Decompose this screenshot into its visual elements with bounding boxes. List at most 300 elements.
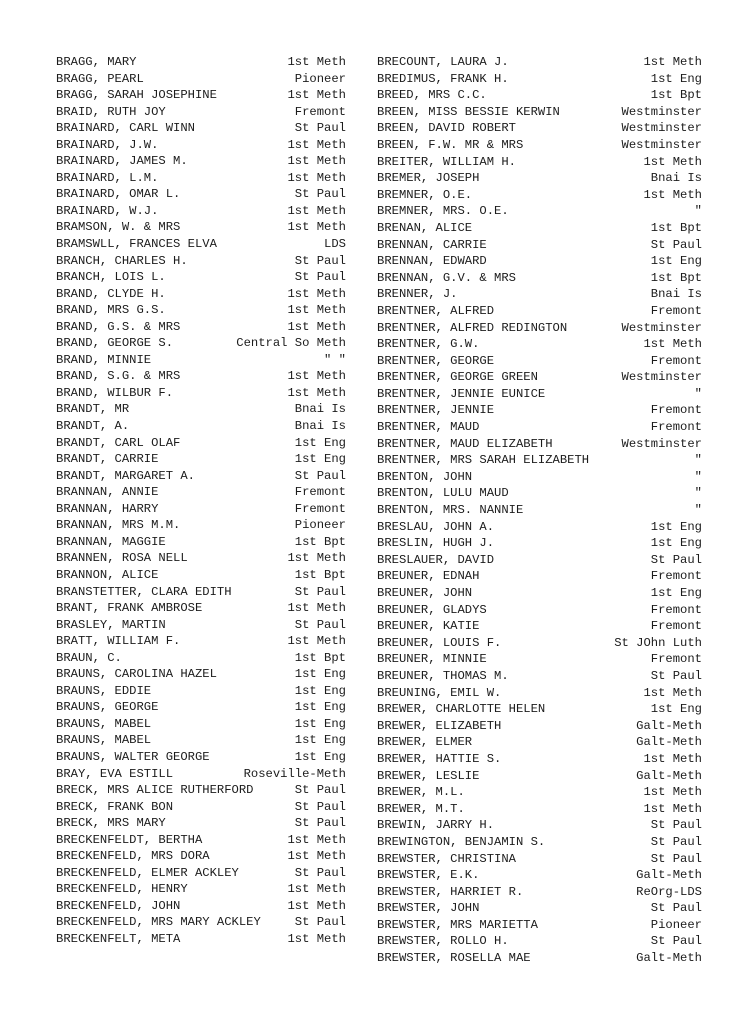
list-item <box>56 451 346 468</box>
entry-name: BREMER, JOSEPH <box>377 171 480 186</box>
entry-church: St Paul <box>294 121 346 136</box>
entry-church: St Paul <box>294 584 346 599</box>
list-item <box>56 319 346 336</box>
list-item <box>56 219 346 236</box>
entry-church: St Paul <box>650 851 702 866</box>
entry-church: 1st Eng <box>650 702 702 717</box>
list-item <box>377 402 702 419</box>
entry-name: BRECK, FRANK BON <box>56 799 174 814</box>
entry-name: BRECKENFELT, META <box>56 931 181 946</box>
entry-name: BRANNAN, ANNIE <box>56 485 159 500</box>
entry-name: BRECKENFELD, JOHN <box>56 898 181 913</box>
list-item <box>56 120 346 137</box>
entry-church: 1st Eng <box>294 452 346 467</box>
list-item <box>56 269 346 286</box>
entry-name: BRAUN, C. <box>56 650 122 665</box>
list-item <box>377 469 702 486</box>
list-item <box>377 286 702 303</box>
entry-name: BRANDT, CARL OLAF <box>56 435 181 450</box>
entry-church: 1st Bpt <box>294 650 346 665</box>
entry-church: 1st Meth <box>643 785 702 800</box>
list-item <box>377 651 702 668</box>
entry-name: BREWIN, JARRY H. <box>377 818 495 833</box>
entry-name: BREEN, MISS BESSIE KERWIN <box>377 104 560 119</box>
entry-name: BREMNER, O.E. <box>377 187 473 202</box>
list-item <box>56 435 346 452</box>
entry-name: BREWER, M.L. <box>377 785 465 800</box>
entry-church: 1st Meth <box>287 319 346 334</box>
entry-church: Westminster <box>621 137 702 152</box>
entry-name: BRASLEY, MARTIN <box>56 617 166 632</box>
entry-name: BRENTNER, ALFRED <box>377 303 495 318</box>
entry-name: BRAGG, PEARL <box>56 71 144 86</box>
entry-name: BRECK, MRS MARY <box>56 816 166 831</box>
list-item <box>56 253 346 270</box>
entry-church: St Paul <box>650 901 702 916</box>
entry-church: St Paul <box>650 552 702 567</box>
list-item <box>56 368 346 385</box>
list-item <box>377 485 702 502</box>
entry-church: 1st Eng <box>294 683 346 698</box>
list-item <box>56 600 346 617</box>
entry-name: BREWSTER, MRS MARIETTA <box>377 917 538 932</box>
entry-church: " <box>694 453 702 468</box>
list-item <box>56 584 346 601</box>
list-item <box>377 303 702 320</box>
list-item <box>377 237 702 254</box>
list-item <box>377 320 702 337</box>
entry-church: LDS <box>324 237 346 252</box>
entry-name: BRANNAN, MRS M.M. <box>56 518 181 533</box>
entry-church: Westminster <box>621 370 702 385</box>
entry-church: Westminster <box>621 104 702 119</box>
entry-church: Fremont <box>650 619 702 634</box>
list-item <box>56 881 346 898</box>
entry-name: BRENTNER, JENNIE <box>377 403 495 418</box>
entry-church: 1st Eng <box>294 749 346 764</box>
entry-church: 1st Meth <box>643 685 702 700</box>
entry-church: " " <box>324 352 346 367</box>
entry-name: BREWER, ELIZABETH <box>377 718 502 733</box>
list-item <box>377 369 702 386</box>
entry-name: BREWER, CHARLOTTE HELEN <box>377 702 546 717</box>
list-item <box>56 484 346 501</box>
list-item <box>377 867 702 884</box>
list-item <box>56 104 346 121</box>
entry-church: 1st Meth <box>287 88 346 103</box>
list-item <box>377 452 702 469</box>
entry-name: BRAUNS, GEORGE <box>56 700 159 715</box>
entry-church: St Paul <box>294 783 346 798</box>
entry-name: BRAINARD, J.W. <box>56 137 159 152</box>
entry-name: BRANCH, LOIS L. <box>56 270 166 285</box>
list-item <box>377 87 702 104</box>
list-item <box>56 236 346 253</box>
list-item <box>56 898 346 915</box>
list-item <box>56 203 346 220</box>
entry-name: BRECK, MRS ALICE RUTHERFORD <box>56 783 254 798</box>
entry-church: 1st Eng <box>294 435 346 450</box>
list-item <box>56 550 346 567</box>
entry-name: BREEN, DAVID ROBERT <box>377 121 516 136</box>
entry-name: BRAINARD, JAMES M. <box>56 154 188 169</box>
list-item <box>377 585 702 602</box>
entry-name: BREDIMUS, FRANK H. <box>377 71 509 86</box>
entry-church: 1st Eng <box>650 586 702 600</box>
entry-church: Fremont <box>294 104 346 119</box>
entry-church: 1st Meth <box>287 898 346 913</box>
list-item <box>56 517 346 534</box>
entry-name: BREUNER, GLADYS <box>377 602 487 617</box>
list-item <box>56 716 346 733</box>
entry-church: St Paul <box>294 816 346 831</box>
entry-name: BRAND, GEORGE S. <box>56 336 174 351</box>
list-item <box>377 801 702 818</box>
list-item <box>377 851 702 868</box>
list-item <box>56 799 346 816</box>
list-item <box>56 815 346 832</box>
list-item <box>56 567 346 584</box>
entry-church: 1st Eng <box>650 71 702 86</box>
entry-church: 1st Eng <box>650 254 702 269</box>
list-item <box>56 633 346 650</box>
list-item <box>56 501 346 518</box>
entry-church: 1st Meth <box>643 187 702 202</box>
entry-name: BRESLIN, HUGH J. <box>377 536 495 551</box>
entry-name: BREWER, HATTIE S. <box>377 751 502 766</box>
entry-church: St Paul <box>650 818 702 833</box>
entry-church: St Paul <box>294 865 346 880</box>
list-item <box>377 137 702 154</box>
entry-name: BRENTNER, G.W. <box>377 337 480 352</box>
entry-name: BRAUNS, CAROLINA HAZEL <box>56 667 217 682</box>
list-item <box>56 931 346 948</box>
list-item <box>377 71 702 88</box>
list-item <box>56 286 346 303</box>
list-item <box>377 834 702 851</box>
entry-church: 1st Eng <box>294 700 346 715</box>
entry-name: BRENNER, J. <box>377 287 458 302</box>
entry-name: BRAND, MINNIE <box>56 352 152 367</box>
entry-church: 1st Bpt <box>294 567 346 582</box>
entry-name: BRAUNS, EDDIE <box>56 683 152 698</box>
entry-name: BREUNER, EDNAH <box>377 569 480 584</box>
entry-name: BRANDT, A. <box>56 419 130 434</box>
entry-church: 1st Bpt <box>650 270 702 285</box>
list-item <box>377 253 702 270</box>
list-item <box>56 848 346 865</box>
list-item <box>377 635 702 652</box>
list-item <box>377 701 702 718</box>
list-item <box>377 187 702 204</box>
entry-name: BRAUNS, WALTER GEORGE <box>56 749 210 764</box>
list-item <box>56 137 346 154</box>
entry-name: BRAMSON, W. & MRS <box>56 220 181 235</box>
list-item <box>377 817 702 834</box>
entry-church: 1st Bpt <box>294 534 346 549</box>
entry-church: 1st Bpt <box>650 88 702 103</box>
entry-church: St Paul <box>650 237 702 252</box>
list-item <box>377 950 702 967</box>
entry-church: " <box>694 503 702 518</box>
list-item <box>56 418 346 435</box>
entry-name: BRAGG, MARY <box>56 55 137 69</box>
list-item <box>377 900 702 917</box>
entry-church: 1st Meth <box>287 303 346 318</box>
entry-church: 1st Meth <box>287 385 346 400</box>
entry-name: BREWINGTON, BENJAMIN S. <box>377 834 546 849</box>
list-item <box>56 650 346 667</box>
entry-name: BRENTNER, MAUD <box>377 420 480 435</box>
list-item <box>56 170 346 187</box>
list-item <box>377 104 702 121</box>
entry-name: BRAINARD, OMAR L. <box>56 187 181 202</box>
entry-church: St Paul <box>294 270 346 285</box>
entry-church: 1st Meth <box>643 154 702 169</box>
entry-church: " <box>694 486 702 501</box>
list-item <box>377 336 702 353</box>
entry-church: Fremont <box>650 403 702 418</box>
list-item <box>377 419 702 436</box>
entry-church: Galt-Meth <box>636 768 702 783</box>
entry-name: BRECKENFELD, HENRY <box>56 882 188 897</box>
list-item <box>56 914 346 931</box>
entry-church: Pioneer <box>294 518 346 533</box>
entry-name: BRANNAN, HARRY <box>56 501 159 516</box>
entry-name: BRENAN, ALICE <box>377 220 473 235</box>
entry-name: BRANNEN, ROSA NELL <box>56 551 188 566</box>
entry-church: " <box>694 204 702 219</box>
entry-name: BRECKENFELD, ELMER ACKLEY <box>56 865 239 880</box>
entry-name: BREWSTER, ROSELLA MAE <box>377 951 531 966</box>
entry-church: St Paul <box>294 253 346 268</box>
list-item <box>56 352 346 369</box>
list-item <box>377 552 702 569</box>
list-item <box>377 203 702 220</box>
entry-church: " <box>694 386 702 401</box>
list-item <box>377 668 702 685</box>
entry-church: Bnai Is <box>294 402 346 417</box>
entry-church: 1st Eng <box>294 667 346 682</box>
list-item <box>56 865 346 882</box>
list-item <box>56 468 346 485</box>
entry-name: BREUNER, JOHN <box>377 586 473 600</box>
entry-name: BRAINARD, CARL WINN <box>56 121 195 136</box>
entry-name: BREWER, M.T. <box>377 801 465 816</box>
entry-church: Galt-Meth <box>636 735 702 750</box>
right-column <box>377 54 702 967</box>
entry-name: BRENTON, MRS. NANNIE <box>377 503 524 518</box>
entry-church: 1st Meth <box>287 203 346 218</box>
list-item <box>377 154 702 171</box>
entry-name: BREMNER, MRS. O.E. <box>377 204 509 219</box>
list-item <box>56 186 346 203</box>
entry-church: 1st Meth <box>287 634 346 649</box>
entry-name: BRANCH, CHARLES H. <box>56 253 188 268</box>
list-item <box>377 502 702 519</box>
list-item <box>56 666 346 683</box>
entry-church: St Paul <box>650 834 702 849</box>
entry-name: BRENTNER, MAUD ELIZABETH <box>377 436 553 451</box>
entry-church: Westminster <box>621 436 702 451</box>
entry-church: 1st Eng <box>650 519 702 534</box>
entry-church: Bnai Is <box>650 171 702 186</box>
entry-name: BRESLAUER, DAVID <box>377 552 495 567</box>
entry-church: 1st Meth <box>287 170 346 185</box>
entry-name: BRENTNER, ALFRED REDINGTON <box>377 320 568 335</box>
entry-name: BRAY, EVA ESTILL <box>56 766 174 781</box>
entry-church: St Paul <box>650 934 702 949</box>
entry-name: BREED, MRS C.C. <box>377 88 487 103</box>
list-item <box>377 734 702 751</box>
list-item <box>56 699 346 716</box>
entry-church: Fremont <box>650 420 702 435</box>
entry-church: 1st Eng <box>294 716 346 731</box>
list-item <box>56 153 346 170</box>
entry-church: 1st Meth <box>287 882 346 897</box>
entry-name: BRECKENFELD, MRS MARY ACKLEY <box>56 915 261 930</box>
list-item <box>377 718 702 735</box>
entry-church: Galt-Meth <box>636 868 702 883</box>
entry-church: 1st Meth <box>643 801 702 816</box>
entry-church: 1st Meth <box>287 154 346 169</box>
entry-church: Fremont <box>650 602 702 617</box>
entry-church: Fremont <box>650 569 702 584</box>
entry-name: BREUNER, KATIE <box>377 619 480 634</box>
entry-church: 1st Meth <box>287 601 346 616</box>
list-item <box>56 683 346 700</box>
list-item <box>377 386 702 403</box>
entry-name: BREUNER, MINNIE <box>377 652 487 667</box>
entry-church: St Paul <box>294 468 346 483</box>
entry-name: BRENNAN, EDWARD <box>377 254 487 269</box>
entry-church: Bnai Is <box>294 419 346 434</box>
entry-church: 1st Meth <box>643 751 702 766</box>
entry-name: BRAINARD, L.M. <box>56 170 159 185</box>
entry-name: BRANDT, CARRIE <box>56 452 159 467</box>
entry-name: BRAND, MRS G.S. <box>56 303 166 318</box>
list-item <box>56 54 346 71</box>
entry-church: 1st Meth <box>287 286 346 301</box>
entry-name: BREWSTER, CHRISTINA <box>377 851 516 866</box>
entry-name: BREWER, ELMER <box>377 735 473 750</box>
entry-name: BRENTNER, GEORGE <box>377 353 495 368</box>
entry-name: BRENTNER, MRS SARAH ELIZABETH <box>377 453 590 468</box>
entry-name: BRANSTETTER, CLARA EDITH <box>56 584 232 599</box>
list-item <box>377 120 702 137</box>
list-item <box>377 220 702 237</box>
list-item <box>377 933 702 950</box>
entry-church: Westminster <box>621 320 702 335</box>
entry-name: BRAND, S.G. & MRS <box>56 369 181 384</box>
entry-church: Fremont <box>650 303 702 318</box>
entry-name: BRENNAN, CARRIE <box>377 237 487 252</box>
list-item <box>56 534 346 551</box>
entry-name: BRECOUNT, LAURA J. <box>377 55 509 69</box>
list-item <box>377 784 702 801</box>
list-item <box>56 302 346 319</box>
list-item <box>56 766 346 783</box>
entry-name: BREWSTER, E.K. <box>377 868 480 883</box>
entry-church: St Paul <box>294 187 346 202</box>
list-item <box>377 535 702 552</box>
entry-name: BRAND, CLYDE H. <box>56 286 166 301</box>
list-item <box>377 602 702 619</box>
entry-name: BRECKENFELD, MRS DORA <box>56 849 210 864</box>
entry-church: Fremont <box>294 485 346 500</box>
entry-name: BRENTON, JOHN <box>377 469 473 484</box>
entry-church: St Paul <box>294 915 346 930</box>
left-column <box>56 54 346 948</box>
entry-name: BREWSTER, ROLLO H. <box>377 934 509 949</box>
entry-church: St Paul <box>294 617 346 632</box>
entry-name: BRANDT, MR <box>56 402 130 417</box>
entry-name: BRANT, FRANK AMBROSE <box>56 601 203 616</box>
list-item <box>56 732 346 749</box>
entry-name: BRAND, WILBUR F. <box>56 385 174 400</box>
entry-name: BREEN, F.W. MR & MRS <box>377 137 524 152</box>
entry-church: Pioneer <box>294 71 346 86</box>
entry-church: St JOhn Luth <box>614 635 702 650</box>
entry-church: Roseville-Meth <box>243 766 346 781</box>
entry-church: St Paul <box>294 799 346 814</box>
list-item <box>56 832 346 849</box>
entry-church: Galt-Meth <box>636 718 702 733</box>
list-item <box>377 618 702 635</box>
list-item <box>377 768 702 785</box>
entry-name: BRAGG, SARAH JOSEPHINE <box>56 88 217 103</box>
list-item <box>56 385 346 402</box>
list-item <box>56 401 346 418</box>
entry-name: BREWER, LESLIE <box>377 768 480 783</box>
entry-name: BRATT, WILLIAM F. <box>56 634 181 649</box>
entry-church: 1st Eng <box>650 536 702 551</box>
list-item <box>377 436 702 453</box>
entry-church: 1st Meth <box>287 832 346 847</box>
entry-church: " <box>694 469 702 484</box>
entry-church: 1st Meth <box>643 337 702 352</box>
entry-church: 1st Meth <box>287 137 346 152</box>
entry-name: BRANDT, MARGARET A. <box>56 468 195 483</box>
entry-name: BRECKENFELDT, BERTHA <box>56 832 203 847</box>
entry-name: BRAND, G.S. & MRS <box>56 319 181 334</box>
entry-name: BRAINARD, W.J. <box>56 203 159 218</box>
entry-name: BRANNAN, MAGGIE <box>56 534 166 549</box>
list-item <box>377 270 702 287</box>
entry-name: BRAMSWLL, FRANCES ELVA <box>56 237 217 252</box>
entry-name: BRENTON, LULU MAUD <box>377 486 509 501</box>
list-item <box>377 568 702 585</box>
entry-church: St Paul <box>650 668 702 683</box>
entry-church: 1st Eng <box>294 733 346 748</box>
entry-name: BRENTNER, JENNIE EUNICE <box>377 386 546 401</box>
entry-church: Galt-Meth <box>636 951 702 966</box>
entry-name: BRANNON, ALICE <box>56 567 159 582</box>
list-item <box>377 54 702 71</box>
entry-name: BRENTNER, GEORGE GREEN <box>377 370 538 385</box>
entry-church: Fremont <box>294 501 346 516</box>
entry-name: BREWSTER, HARRIET R. <box>377 884 524 899</box>
entry-name: BREUNER, THOMAS M. <box>377 668 509 683</box>
entry-church: Fremont <box>650 353 702 368</box>
entry-name: BRAUNS, MABEL <box>56 733 152 748</box>
entry-church: Bnai Is <box>650 287 702 302</box>
entry-church: Central So Meth <box>236 336 346 351</box>
list-item <box>56 335 346 352</box>
list-item <box>377 917 702 934</box>
list-item <box>377 884 702 901</box>
entry-name: BRESLAU, JOHN A. <box>377 519 495 534</box>
